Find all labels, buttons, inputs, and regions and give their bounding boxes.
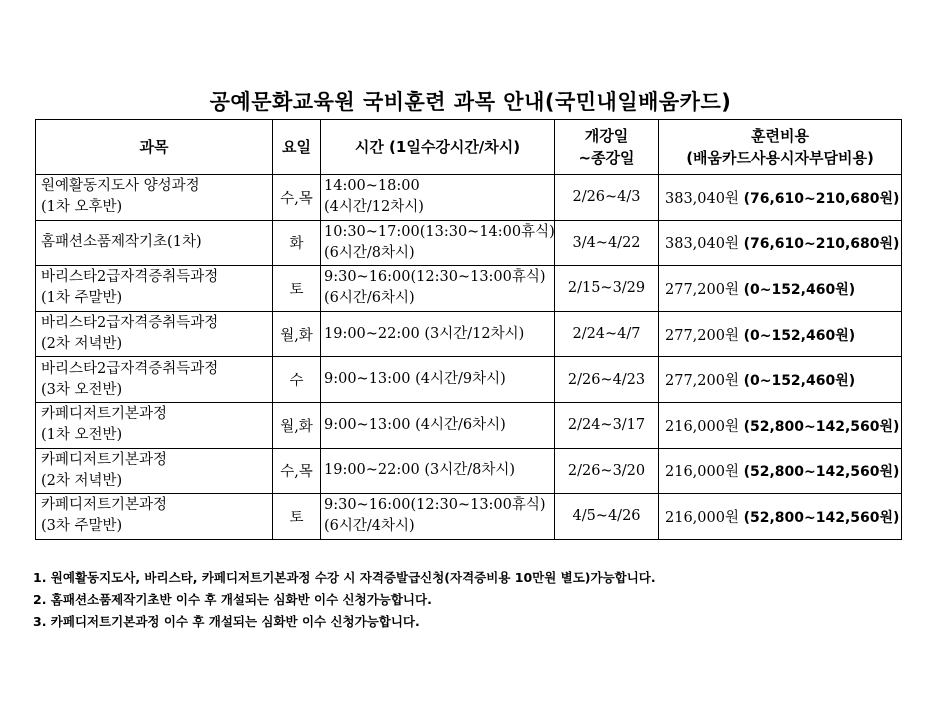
table-row <box>36 494 902 540</box>
table-row <box>36 220 902 266</box>
table-row <box>36 311 902 357</box>
day-cell: 수 <box>273 357 321 403</box>
subject-cell <box>36 266 273 312</box>
subject-name: 홈패션소품제작기초(1차) <box>41 234 202 251</box>
time-range: 19:00~22:00 (3시간/12차시) <box>324 325 525 342</box>
subject-cell <box>36 220 273 266</box>
header-period <box>555 120 659 175</box>
cost-amount: 277,200원 <box>665 373 739 390</box>
day-cell: 수,목 <box>273 175 321 221</box>
day-cell: 월,화 <box>273 311 321 357</box>
cost-cell <box>659 448 902 494</box>
header-period-line2: ~종강일 <box>578 149 635 167</box>
self-pay-amount: (0~152,460원) <box>743 281 856 298</box>
subject-cell <box>36 357 273 403</box>
time-cell <box>321 357 555 403</box>
subject-cell <box>36 448 273 494</box>
time-hours: (4시간/12차시) <box>324 199 424 216</box>
time-cell <box>321 220 555 266</box>
self-pay-amount: (76,610~210,680원) <box>743 236 900 253</box>
cost-amount: 216,000원 <box>665 418 739 435</box>
period-cell: 2/24~3/17 <box>555 402 659 448</box>
time-hours: (6시간/8차시) <box>324 244 415 261</box>
subject-session: (1차 오전반) <box>41 427 123 444</box>
time-cell <box>321 175 555 221</box>
time-cell <box>321 311 555 357</box>
time-cell <box>321 448 555 494</box>
cost-cell <box>659 266 902 312</box>
self-pay-amount: (0~152,460원) <box>743 327 856 344</box>
subject-name: 카페디저트기본과정 <box>41 406 168 423</box>
table-row <box>36 357 902 403</box>
header-cost <box>659 120 902 175</box>
subject-session: (2차 저녁반) <box>41 472 123 489</box>
header-day: 요일 <box>273 120 321 175</box>
subject-cell <box>36 402 273 448</box>
header-cost-line2: (배움카드사용시자부담비용) <box>686 149 874 167</box>
period-cell: 2/26~4/3 <box>555 175 659 221</box>
period-cell: 2/26~3/20 <box>555 448 659 494</box>
subject-session: (2차 저녁반) <box>41 336 123 353</box>
header-time: 시간 (1일수강시간/차시) <box>321 120 555 175</box>
cost-cell <box>659 402 902 448</box>
self-pay-amount: (76,610~210,680원) <box>743 190 900 207</box>
day-cell: 월,화 <box>273 402 321 448</box>
header-period-line1: 개강일 <box>584 127 629 145</box>
subject-name: 바리스타2급자격증취득과정 <box>41 315 219 332</box>
self-pay-amount: (0~152,460원) <box>743 373 856 390</box>
self-pay-amount: (52,800~142,560원) <box>743 464 900 481</box>
time-range: 9:00~13:00 (4시간/9차시) <box>324 371 506 388</box>
time-range: 14:00~18:00 <box>324 178 420 195</box>
cost-amount: 383,040원 <box>665 236 739 253</box>
cost-amount: 216,000원 <box>665 509 739 526</box>
header-cost-line1: 훈련비용 <box>751 127 809 145</box>
time-range: 19:00~22:00 (3시간/8차시) <box>324 462 516 479</box>
subject-cell <box>36 175 273 221</box>
period-cell: 4/5~4/26 <box>555 494 659 540</box>
time-hours: (6시간/4차시) <box>324 518 415 535</box>
time-cell <box>321 402 555 448</box>
cost-cell <box>659 220 902 266</box>
day-cell: 토 <box>273 266 321 312</box>
period-cell: 2/24~4/7 <box>555 311 659 357</box>
time-range: 9:00~13:00 (4시간/6차시) <box>324 416 506 433</box>
cost-cell <box>659 175 902 221</box>
period-cell: 3/4~4/22 <box>555 220 659 266</box>
cost-amount: 277,200원 <box>665 281 739 298</box>
subject-name: 카페디저트기본과정 <box>41 451 168 468</box>
subject-session: (3차 주말반) <box>41 518 123 535</box>
time-cell <box>321 266 555 312</box>
subject-session: (1차 오후반) <box>41 199 123 216</box>
subject-cell <box>36 311 273 357</box>
time-hours: (6시간/6차시) <box>324 290 415 307</box>
cost-cell <box>659 357 902 403</box>
self-pay-amount: (52,800~142,560원) <box>743 418 900 435</box>
time-range: 9:30~16:00(12:30~13:00휴식) <box>324 497 546 514</box>
cost-amount: 383,040원 <box>665 190 739 207</box>
day-cell: 화 <box>273 220 321 266</box>
period-cell: 2/26~4/23 <box>555 357 659 403</box>
table-row <box>36 175 902 221</box>
note-item: 2. 홈패션소품제작기초반 이수 후 개설되는 심화반 이수 신청가능합니다. <box>33 592 432 607</box>
table-header-row <box>36 120 902 175</box>
cost-amount: 216,000원 <box>665 464 739 481</box>
header-subject: 과목 <box>36 120 273 175</box>
table-row <box>36 402 902 448</box>
table-row <box>36 448 902 494</box>
notes <box>33 567 656 633</box>
page-title: 공예문화교육원 국비훈련 과목 안내(국민내일배움카드) <box>209 90 732 114</box>
course-table <box>35 119 902 540</box>
cost-cell <box>659 311 902 357</box>
cost-amount: 277,200원 <box>665 327 739 344</box>
time-cell <box>321 494 555 540</box>
period-cell: 2/15~3/29 <box>555 266 659 312</box>
cost-cell <box>659 494 902 540</box>
subject-session: (3차 오전반) <box>41 381 123 398</box>
time-range: 10:30~17:00(13:30~14:00휴식) <box>324 223 555 240</box>
self-pay-amount: (52,800~142,560원) <box>743 509 900 526</box>
subject-name: 바리스타2급자격증취득과정 <box>41 269 219 286</box>
note-item: 3. 카페디저트기본과정 이수 후 개설되는 심화반 이수 신청가능합니다. <box>33 614 420 629</box>
time-range: 9:30~16:00(12:30~13:00휴식) <box>324 269 546 286</box>
subject-name: 카페디저트기본과정 <box>41 497 168 514</box>
subject-name: 바리스타2급자격증취득과정 <box>41 360 219 377</box>
note-item: 1. 원예활동지도사, 바리스타, 카페디저트기본과정 수강 시 자격증발급신청(자격증비용 10만원 별도)가능합니다. <box>33 570 656 585</box>
day-cell: 수,목 <box>273 448 321 494</box>
subject-cell <box>36 494 273 540</box>
table-row <box>36 266 902 312</box>
day-cell: 토 <box>273 494 321 540</box>
subject-session: (1차 주말반) <box>41 290 123 307</box>
subject-name: 원예활동지도사 양성과정 <box>41 178 200 195</box>
